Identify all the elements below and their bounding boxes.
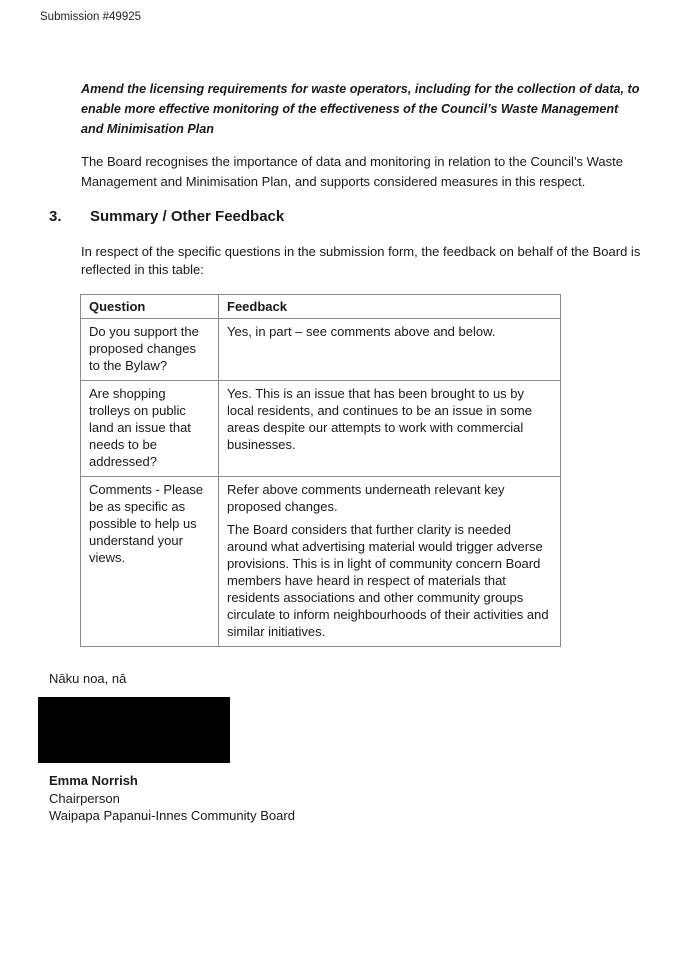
feedback-paragraph: Refer above comments underneath relevant key proposed changes.: [227, 482, 505, 514]
table-row: [81, 477, 561, 647]
question-cell: Are shopping trolleys on public land an issue that needs to be addressed?: [81, 381, 219, 477]
signature-block: [49, 772, 295, 825]
section-heading: [49, 208, 284, 225]
intro-body: The Board recognises the importance of data and monitoring in relation to the Council’s Waste Management and Minimisation Plan, and supports considered measures in this respect.: [81, 154, 623, 189]
column-header-question: Question: [81, 295, 219, 319]
feedback-paragraph: The Board considers that further clarity is needed around what advertising material would trigger adverse provisions. This is in light of community concern Board members have heard in respect of materials that residents associations and other community groups circulate to inform neighbourhoods of their activities and similar initiatives.: [227, 522, 549, 639]
feedback-cell: [219, 319, 561, 381]
column-header-feedback: Feedback: [219, 295, 561, 319]
signatory-role: Chairperson: [49, 790, 120, 806]
section-title: Summary / Other Feedback: [90, 208, 285, 225]
feedback-table: [80, 294, 561, 647]
table-row: [81, 381, 561, 477]
submission-id: Submission #49925: [40, 11, 142, 23]
feedback-paragraph: Yes, in part – see comments above and below.: [227, 324, 496, 339]
section-number: 3.: [49, 208, 62, 225]
signatory-organisation: Waipapa Papanui-Innes Community Board: [49, 808, 295, 823]
table-row: [81, 319, 561, 381]
intro-heading: Amend the licensing requirements for waste operators, including for the collection of data, to enable more effective monitoring of the effectiveness of the Council’s Waste Management and Minimisation Plan: [81, 82, 640, 136]
closing-salutation: Nāku noa, nā: [49, 671, 127, 686]
redacted-signature: [38, 697, 230, 763]
feedback-cell: [219, 477, 561, 647]
feedback-cell: [219, 381, 561, 477]
question-cell: Comments - Please be as specific as possible to help us understand your views.: [81, 477, 219, 647]
table-header-row: [81, 295, 561, 319]
signatory-name: Emma Norrish: [49, 773, 138, 788]
question-cell: Do you support the proposed changes to the Bylaw?: [81, 319, 219, 381]
feedback-paragraph: Yes. This is an issue that has been brought to us by local residents, and continues to be an issue in some areas despite our attempts to work with commercial businesses.: [227, 386, 532, 452]
section-lead: In respect of the specific questions in the submission form, the feedback on behalf of the Board is reflected in this table:: [81, 244, 641, 277]
